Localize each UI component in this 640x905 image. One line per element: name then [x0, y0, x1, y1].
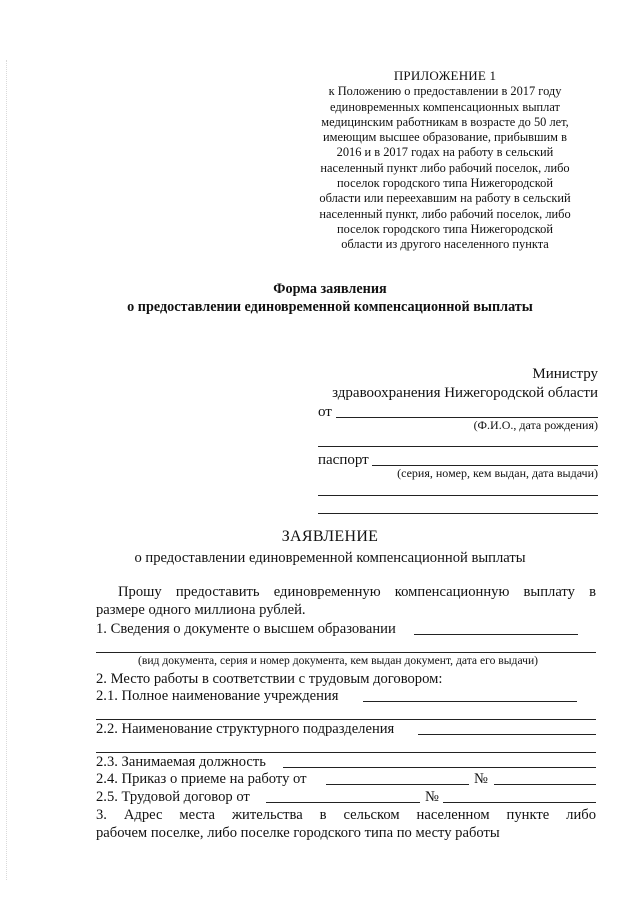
- item-2-1-field[interactable]: [363, 701, 577, 702]
- request-line-1: Прошу предоставить единовременную компенсационную выплату в: [118, 584, 596, 600]
- appendix-heading: ПРИЛОЖЕНИЕ 1: [393, 68, 497, 83]
- appendix-line: поселок городского типа Нижегородской: [336, 221, 553, 236]
- item-2-5-number-sign: №: [425, 789, 439, 805]
- appendix-line: медицинским работникам в возрасте до 50 лет,: [321, 114, 569, 129]
- item-2-4-date-field[interactable]: [326, 784, 469, 785]
- statement-subtitle: о предоставлении единовременной компенсационной выплаты: [134, 550, 526, 566]
- item-1-label: 1. Сведения о документе о высшем образовании: [96, 621, 396, 637]
- item-2-5-date-field[interactable]: [266, 802, 420, 803]
- passport-label: паспорт: [318, 452, 369, 468]
- scan-edge-artifact: [6, 60, 7, 880]
- appendix-line: 2016 и в 2017 годах на работу в сельский: [336, 145, 554, 160]
- appendix-line: области из другого населенного пункта: [341, 237, 549, 252]
- item-3-line-1: 3. Адрес места жительства в сельском населенном пункте либо: [96, 807, 596, 823]
- form-title-line2: о предоставлении единовременной компенсационной выплаты: [127, 299, 533, 315]
- passport-hint: (серия, номер, кем выдан, дата выдачи): [397, 466, 598, 480]
- item-2-2-label: 2.2. Наименование структурного подразделения: [96, 721, 395, 737]
- item-2-2-field[interactable]: [418, 734, 596, 735]
- item-1-field-line2[interactable]: [96, 652, 596, 653]
- item-2-4-number-sign: №: [474, 771, 488, 787]
- appendix-line: единовременных компенсационных выплат: [330, 99, 560, 114]
- appendix-line: населенный пункт либо рабочий поселок, либо: [320, 160, 570, 175]
- item-2-label: 2. Место работы в соответствии с трудовым договором:: [96, 671, 443, 687]
- appendix-line: области или переехавшим на работу в сельский: [319, 191, 571, 206]
- item-2-4-label: 2.4. Приказ о приеме на работу от: [96, 771, 307, 787]
- appendix-line: поселок городского типа Нижегородской: [336, 176, 553, 191]
- item-2-4-number-field[interactable]: [494, 784, 596, 785]
- addressee-minister: Министру: [532, 366, 598, 382]
- passport-field-line3[interactable]: [318, 513, 598, 514]
- form-title-line1: Форма заявления: [273, 281, 387, 297]
- item-2-1-label: 2.1. Полное наименование учреждения: [96, 688, 339, 704]
- appendix-line: к Положению о предоставлении в 2017 году: [328, 84, 562, 99]
- from-label: от: [318, 404, 332, 420]
- addressee-ministry: здравоохранения Нижегородской области: [332, 385, 598, 401]
- from-hint: (Ф.И.О., дата рождения): [473, 418, 598, 432]
- item-2-5-number-field[interactable]: [443, 802, 596, 803]
- item-2-3-field[interactable]: [283, 767, 596, 768]
- statement-title: ЗАЯВЛЕНИЕ: [281, 528, 379, 545]
- item-2-5-label: 2.5. Трудовой договор от: [96, 789, 250, 805]
- appendix-line: населенный пункт, либо рабочий поселок, либо: [319, 206, 571, 221]
- item-2-3-label: 2.3. Занимаемая должность: [96, 754, 266, 770]
- from-field-continued[interactable]: [318, 446, 598, 447]
- item-1-field[interactable]: [414, 634, 578, 635]
- request-line-2: размере одного миллиона рублей.: [96, 602, 306, 618]
- passport-field-line2[interactable]: [318, 495, 598, 496]
- appendix-line: имеющим высшее образование, прибывшим в: [323, 130, 567, 145]
- item-3-line-2: рабочем поселке, либо поселке городского типа по месту работы: [96, 825, 500, 841]
- appendix-block: [300, 68, 590, 253]
- form-title: [40, 280, 620, 316]
- item-1-hint: (вид документа, серия и номер документа, кем выдан документ, дата его выдачи): [138, 654, 539, 667]
